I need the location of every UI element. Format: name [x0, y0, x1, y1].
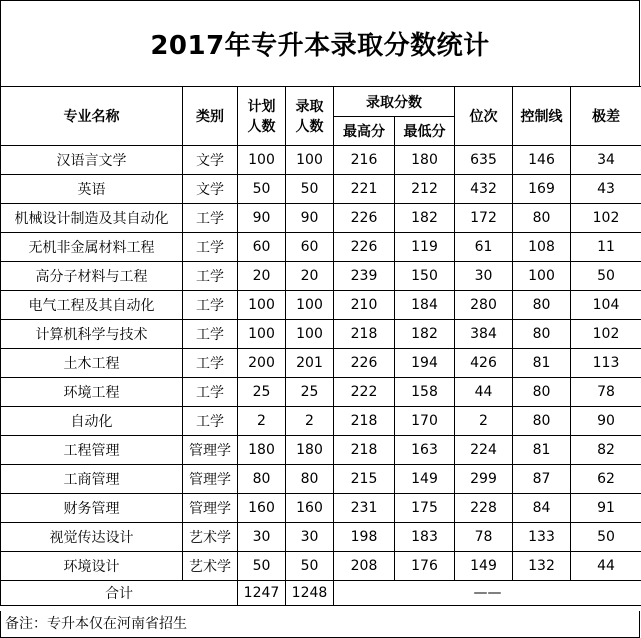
cell-range: 82	[571, 436, 641, 465]
cell-max: 218	[334, 320, 395, 349]
total-label: 合计	[1, 581, 238, 606]
cell-plan: 2	[238, 407, 286, 436]
cell-plan: 200	[238, 349, 286, 378]
cell-major: 视觉传达设计	[1, 523, 183, 552]
cell-rank: 149	[455, 552, 513, 581]
cell-range: 34	[571, 146, 641, 175]
cell-admit: 201	[286, 349, 334, 378]
cell-category: 艺术学	[183, 523, 238, 552]
cell-range: 11	[571, 233, 641, 262]
cell-major: 无机非金属材料工程	[1, 233, 183, 262]
cell-admit: 20	[286, 262, 334, 291]
header-max: 最高分	[334, 117, 395, 146]
cell-max: 226	[334, 233, 395, 262]
cell-rank: 78	[455, 523, 513, 552]
cell-category: 文学	[183, 146, 238, 175]
cell-range: 104	[571, 291, 641, 320]
cell-admit: 25	[286, 378, 334, 407]
cell-plan: 50	[238, 552, 286, 581]
table-row	[1, 407, 641, 436]
cell-range: 62	[571, 465, 641, 494]
cell-min: 180	[395, 146, 455, 175]
cell-admit: 100	[286, 146, 334, 175]
cell-major: 环境设计	[1, 552, 183, 581]
cell-control: 80	[513, 320, 571, 349]
cell-min: 150	[395, 262, 455, 291]
cell-min: 158	[395, 378, 455, 407]
table-row	[1, 552, 641, 581]
cell-range: 50	[571, 523, 641, 552]
cell-major: 高分子材料与工程	[1, 262, 183, 291]
cell-rank: 61	[455, 233, 513, 262]
header-major: 专业名称	[1, 87, 183, 146]
header-plan-line2: 人数	[247, 119, 276, 135]
cell-plan: 30	[238, 523, 286, 552]
cell-category: 工学	[183, 407, 238, 436]
cell-max: 208	[334, 552, 395, 581]
cell-max: 216	[334, 146, 395, 175]
header-min: 最低分	[395, 117, 455, 146]
cell-category: 工学	[183, 378, 238, 407]
table-row	[1, 291, 641, 320]
cell-major: 土木工程	[1, 349, 183, 378]
table-row	[1, 175, 641, 204]
cell-plan: 160	[238, 494, 286, 523]
cell-admit: 2	[286, 407, 334, 436]
header-range: 极差	[571, 87, 641, 146]
cell-category: 工学	[183, 349, 238, 378]
table-header	[1, 87, 641, 146]
cell-rank: 280	[455, 291, 513, 320]
header-category: 类别	[183, 87, 238, 146]
cell-category: 文学	[183, 175, 238, 204]
cell-min: 149	[395, 465, 455, 494]
cell-rank: 384	[455, 320, 513, 349]
cell-range: 90	[571, 407, 641, 436]
cell-min: 182	[395, 204, 455, 233]
table-row	[1, 378, 641, 407]
cell-min: 175	[395, 494, 455, 523]
cell-range: 102	[571, 320, 641, 349]
cell-major: 计算机科学与技术	[1, 320, 183, 349]
cell-control: 132	[513, 552, 571, 581]
cell-major: 英语	[1, 175, 183, 204]
cell-plan: 50	[238, 175, 286, 204]
cell-major: 环境工程	[1, 378, 183, 407]
cell-min: 184	[395, 291, 455, 320]
table-row	[1, 204, 641, 233]
cell-control: 80	[513, 378, 571, 407]
cell-max: 222	[334, 378, 395, 407]
cell-plan: 80	[238, 465, 286, 494]
cell-admit: 180	[286, 436, 334, 465]
cell-admit: 90	[286, 204, 334, 233]
table-row	[1, 465, 641, 494]
table-body	[1, 146, 641, 581]
cell-category: 管理学	[183, 494, 238, 523]
table-row	[1, 349, 641, 378]
cell-min: 194	[395, 349, 455, 378]
table-row	[1, 320, 641, 349]
table-footer	[1, 581, 641, 606]
table-row	[1, 436, 641, 465]
cell-control: 80	[513, 291, 571, 320]
cell-category: 管理学	[183, 465, 238, 494]
cell-plan: 100	[238, 146, 286, 175]
cell-max: 215	[334, 465, 395, 494]
cell-plan: 100	[238, 320, 286, 349]
cell-control: 108	[513, 233, 571, 262]
cell-category: 工学	[183, 204, 238, 233]
cell-admit: 50	[286, 552, 334, 581]
cell-plan: 90	[238, 204, 286, 233]
cell-plan: 60	[238, 233, 286, 262]
footnote: 备注：专升本仅在河南省招生	[0, 611, 640, 638]
cell-min: 170	[395, 407, 455, 436]
total-dash: ——	[334, 581, 641, 606]
cell-category: 工学	[183, 320, 238, 349]
total-admit: 1248	[286, 581, 334, 606]
cell-control: 100	[513, 262, 571, 291]
cell-category: 工学	[183, 291, 238, 320]
cell-major: 财务管理	[1, 494, 183, 523]
cell-category: 工学	[183, 233, 238, 262]
cell-range: 102	[571, 204, 641, 233]
cell-category: 管理学	[183, 436, 238, 465]
total-plan: 1247	[238, 581, 286, 606]
cell-admit: 160	[286, 494, 334, 523]
cell-range: 91	[571, 494, 641, 523]
cell-category: 艺术学	[183, 552, 238, 581]
cell-max: 218	[334, 436, 395, 465]
cell-admit: 50	[286, 175, 334, 204]
cell-plan: 20	[238, 262, 286, 291]
cell-range: 50	[571, 262, 641, 291]
cell-max: 221	[334, 175, 395, 204]
cell-max: 210	[334, 291, 395, 320]
cell-category: 工学	[183, 262, 238, 291]
cell-min: 212	[395, 175, 455, 204]
cell-range: 43	[571, 175, 641, 204]
cell-admit: 60	[286, 233, 334, 262]
cell-rank: 299	[455, 465, 513, 494]
cell-control: 87	[513, 465, 571, 494]
cell-admit: 100	[286, 291, 334, 320]
cell-control: 146	[513, 146, 571, 175]
cell-control: 80	[513, 204, 571, 233]
cell-major: 工商管理	[1, 465, 183, 494]
cell-min: 183	[395, 523, 455, 552]
cell-plan: 25	[238, 378, 286, 407]
cell-major: 工程管理	[1, 436, 183, 465]
cell-range: 44	[571, 552, 641, 581]
header-control: 控制线	[513, 87, 571, 146]
cell-plan: 180	[238, 436, 286, 465]
cell-admit: 100	[286, 320, 334, 349]
cell-range: 78	[571, 378, 641, 407]
cell-major: 汉语言文学	[1, 146, 183, 175]
header-scores: 录取分数	[334, 87, 455, 117]
cell-control: 133	[513, 523, 571, 552]
table-row	[1, 523, 641, 552]
header-rank: 位次	[455, 87, 513, 146]
page-title: 2017年专升本录取分数统计	[0, 0, 640, 87]
cell-min: 182	[395, 320, 455, 349]
header-admit	[286, 87, 334, 146]
cell-max: 231	[334, 494, 395, 523]
cell-rank: 44	[455, 378, 513, 407]
cell-control: 84	[513, 494, 571, 523]
cell-max: 226	[334, 349, 395, 378]
cell-rank: 426	[455, 349, 513, 378]
table-row	[1, 233, 641, 262]
cell-control: 81	[513, 349, 571, 378]
table-row	[1, 262, 641, 291]
cell-rank: 172	[455, 204, 513, 233]
header-plan-line1: 计划	[247, 99, 276, 115]
cell-max: 218	[334, 407, 395, 436]
cell-rank: 228	[455, 494, 513, 523]
cell-admit: 30	[286, 523, 334, 552]
cell-major: 机械设计制造及其自动化	[1, 204, 183, 233]
cell-rank: 2	[455, 407, 513, 436]
cell-control: 81	[513, 436, 571, 465]
cell-control: 80	[513, 407, 571, 436]
admission-table	[0, 86, 641, 606]
table-row	[1, 494, 641, 523]
cell-major: 自动化	[1, 407, 183, 436]
cell-plan: 100	[238, 291, 286, 320]
cell-min: 176	[395, 552, 455, 581]
table-row	[1, 146, 641, 175]
cell-rank: 432	[455, 175, 513, 204]
cell-rank: 30	[455, 262, 513, 291]
header-admit-line2: 人数	[295, 119, 324, 135]
cell-control: 169	[513, 175, 571, 204]
header-plan	[238, 87, 286, 146]
cell-max: 226	[334, 204, 395, 233]
cell-min: 119	[395, 233, 455, 262]
cell-major: 电气工程及其自动化	[1, 291, 183, 320]
header-admit-line1: 录取	[295, 99, 324, 115]
cell-rank: 635	[455, 146, 513, 175]
cell-range: 113	[571, 349, 641, 378]
cell-rank: 224	[455, 436, 513, 465]
cell-admit: 80	[286, 465, 334, 494]
cell-max: 239	[334, 262, 395, 291]
cell-max: 198	[334, 523, 395, 552]
cell-min: 163	[395, 436, 455, 465]
